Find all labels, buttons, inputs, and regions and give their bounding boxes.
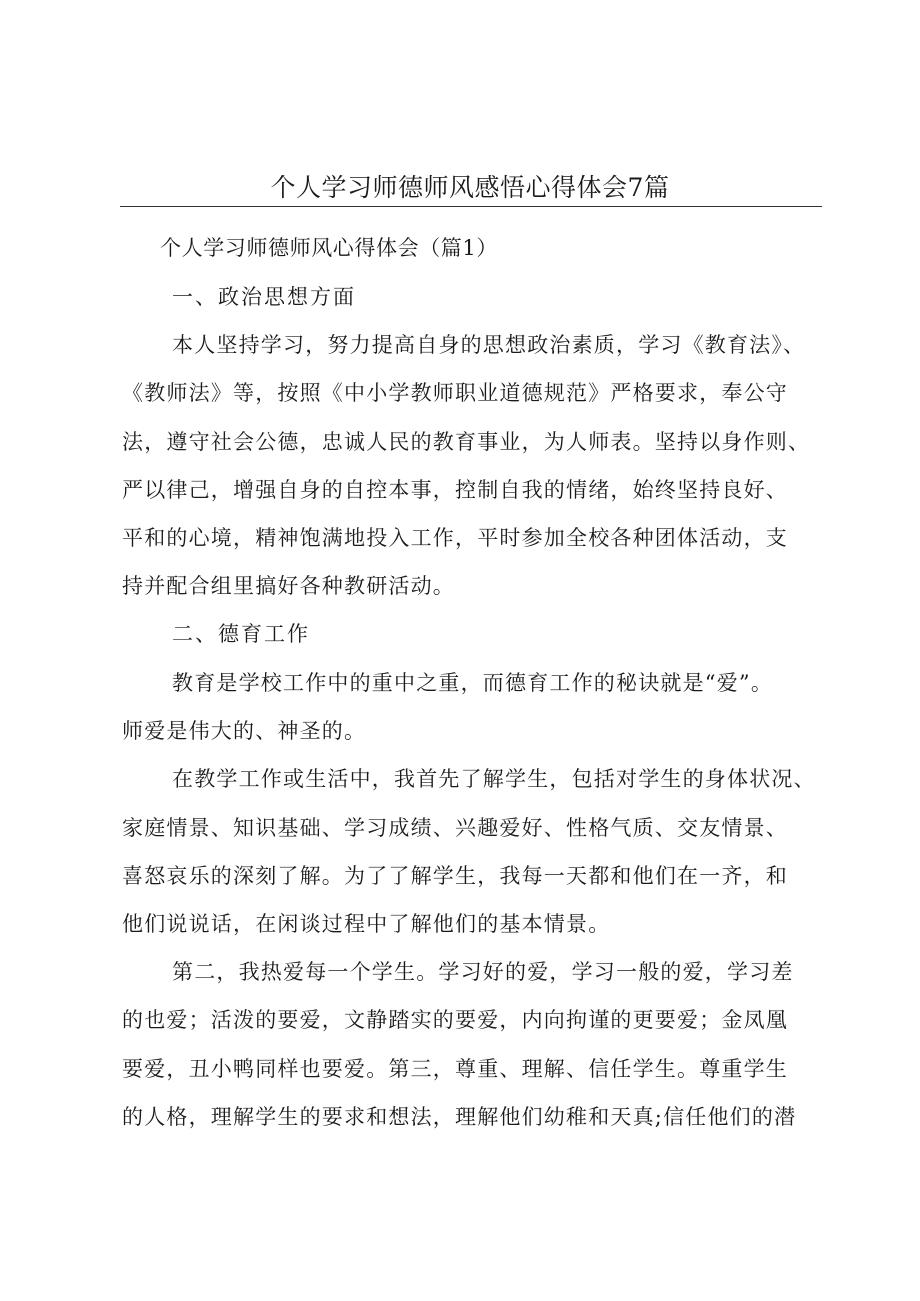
paragraph-line: 持并配合组里搞好各种教研活动。	[122, 574, 455, 598]
paragraph-line: 严以律己，增强自身的自控本事，控制自我的情绪，始终坚持良好、	[122, 478, 788, 502]
paragraph-line: 的也爱；活泼的要爱，文静踏实的要爱，内向拘谨的更要爱；金凤凰	[122, 1008, 788, 1032]
paragraph-line: 法，遵守社会公德，忠诚人民的教育事业，为人师表。坚持以身作则、	[122, 430, 811, 454]
paragraph-line: 平和的心境，精神饱满地投入工作，平时参加全校各种团体活动，支	[122, 526, 788, 550]
paragraph-line: 第二，我热爱每一个学生。学习好的爱，学习一般的爱，学习差	[172, 960, 794, 984]
title-underline	[120, 206, 822, 207]
section-heading-politics: 一、政治思想方面	[172, 285, 356, 309]
document-title: 个人学习师德师风感悟心得体会7篇	[270, 173, 670, 202]
section-heading-moral-education: 二、德育工作	[172, 622, 310, 646]
paragraph-line: 教育是学校工作中的重中之重，而德育工作的秘诀就是“爱”。	[172, 671, 774, 695]
paragraph-line: 他们说说话，在闲谈过程中了解他们的基本情景。	[122, 912, 611, 936]
article-subtitle: 个人学习师德师风心得体会（篇1）	[160, 236, 498, 260]
paragraph-line: 的人格，理解学生的要求和想法，理解他们幼稚和天真;信任他们的潜	[122, 1105, 797, 1129]
paragraph-line: 家庭情景、知识基础、学习成绩、兴趣爱好、性格气质、交友情景、	[122, 816, 788, 840]
paragraph-line: 师爱是伟大的、神圣的。	[122, 719, 367, 743]
paragraph-line: 在教学工作或生活中，我首先了解学生，包括对学生的身体状况、	[172, 767, 816, 791]
paragraph-line: 本人坚持学习，努力提高自身的思想政治素质，学习《教育法》、	[172, 333, 806, 357]
paragraph-line: 要爱，丑小鸭同样也要爱。第三，尊重、理解、信任学生。尊重学生	[122, 1057, 788, 1081]
paragraph-line: 《教师法》等，按照《中小学教师职业道德规范》严格要求，奉公守	[122, 381, 788, 405]
paragraph-line: 喜怒哀乐的深刻了解。为了了解学生，我每一天都和他们在一齐，和	[122, 864, 788, 888]
